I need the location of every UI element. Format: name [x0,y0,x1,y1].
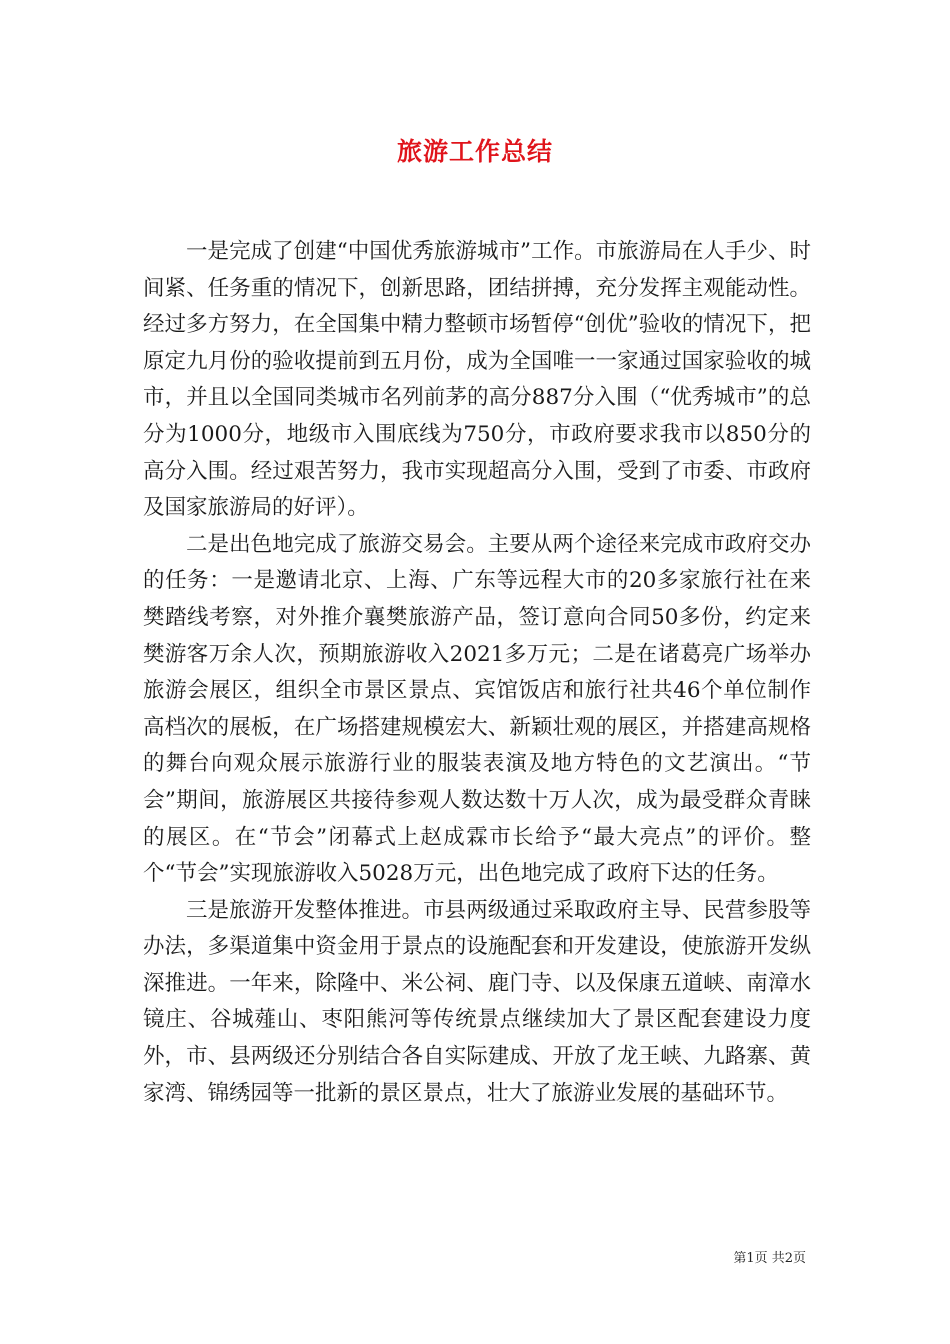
paragraph-3: 三是旅游开发整体推进。市县两级通过采取政府主导、民营参股等办法，多渠道集中资金用于景点的设施配套和开发建设，使旅游开发纵深推进。一年来，除隆中、米公祠、鹿门寺、以及保康五道峡、南漳水镜庄、谷城薤山、枣阳熊河等传统景点继续加大了景区配套建设力度外，市、县两级还分别结合各自实际建成、开放了龙王峡、九路寨、黄家湾、锦绣园等一批新的景区景点，壮大了旅游业发展的基础环节。 [143,897,811,1106]
document-body [143,234,811,1112]
paragraph-2: 二是出色地完成了旅游交易会。主要从两个途径来完成市政府交办的任务：一是邀请北京、上海、广东等远程大市的20多家旅行社在来樊踏线考察，对外推介襄樊旅游产品，签订意向合同50多份，约定来樊游客万余人次，预期旅游收入2021多万元；二是在诸葛亮广场举办旅游会展区，组织全市景区景点、宾馆饭店和旅行社共46个单位制作高档次的展板，在广场搭建规模宏大、新颖壮观的展区，并搭建高规格的舞台向观众展示旅游行业的服装表演及地方特色的文艺演出。“节会”期间，旅游展区共接待参观人数达数十万人次，成为最受群众青睐的展区。在“节会”闭幕式上赵成霖市长给予“最大亮点”的评价。整个“节会”实现旅游收入5028万元，出色地完成了政府下达的任务。 [143,531,811,887]
page-number-footer: 第1页 共2页 [733,1251,806,1266]
document-title: 旅游工作总结 [396,137,553,166]
paragraph-1: 一是完成了创建“中国优秀旅游城市”工作。市旅游局在人手少、时间紧、任务重的情况下，创新思路，团结拼搏，充分发挥主观能动性。经过多方努力，在全国集中精力整顿市场暂停“创优”验收的情况下，把原定九月份的验收提前到五月份，成为全国唯一一家通过国家验收的城市，并且以全国同类城市名列前茅的高分887分入围（“优秀城市”的总分为1000分，地级市入围底线为750分，市政府要求我市以850分的高分入围。经过艰苦努力，我市实现超高分入围，受到了市委、市政府及国家旅游局的好评）。 [143,239,811,521]
